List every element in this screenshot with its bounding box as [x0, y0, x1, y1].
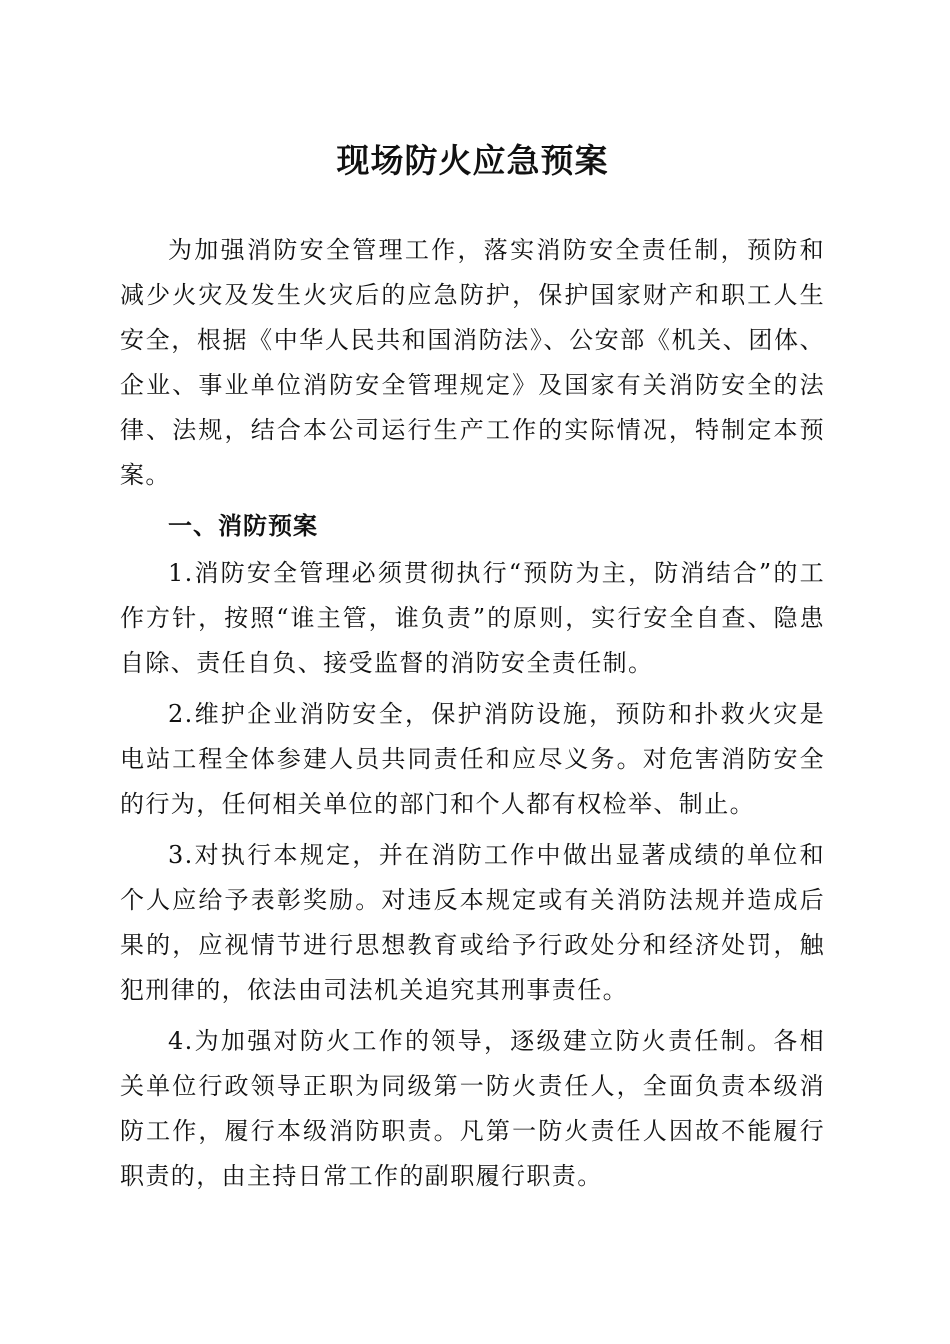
document-body — [120, 228, 825, 1199]
section-heading: 一、消防预案 — [168, 512, 318, 540]
section-item-3: 3.对执行本规定，并在消防工作中做出显著成绩的单位和个人应给予表彰奖励。对违反本规定或有关消防法规并造成后果的，应视情节进行思想教育或给予行政处分和经济处罚，触犯刑律的，依法由司法机关追究其刑事责任。 — [120, 841, 825, 1004]
section-item-1: 1.消防安全管理必须贯彻执行“预防为主，防消结合”的工作方针，按照“谁主管，谁负责”的原则，实行安全自查、隐患自除、责任自负、接受监督的消防安全责任制。 — [120, 559, 825, 677]
section-item-4: 4.为加强对防火工作的领导，逐级建立防火责任制。各相关单位行政领导正职为同级第一防火责任人，全面负责本级消防工作，履行本级消防职责。凡第一防火责任人因故不能履行职责的，由主持日常工作的副职履行职责。 — [120, 1027, 825, 1190]
section-item-2: 2.维护企业消防安全，保护消防设施，预防和扑救火灾是电站工程全体参建人员共同责任和应尽义务。对危害消防安全的行为，任何相关单位的部门和个人都有权检举、制止。 — [120, 700, 825, 818]
document-title: 现场防火应急预案 — [336, 141, 609, 180]
intro-paragraph: 为加强消防安全管理工作，落实消防安全责任制，预防和减少火灾及发生火灾后的应急防护，保护国家财产和职工人生安全，根据《中华人民共和国消防法》、公安部《机关、团体、企业、事业单位消防安全管理规定》及国家有关消防安全的法律、法规，结合本公司运行生产工作的实际情况，特制定本预案。 — [120, 236, 825, 489]
